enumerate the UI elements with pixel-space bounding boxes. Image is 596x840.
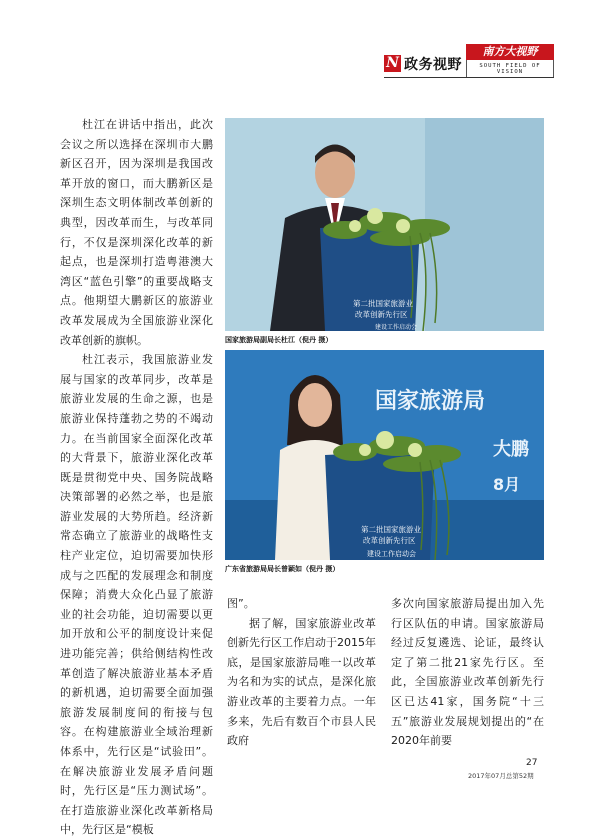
backdrop-text-date: 8月 (493, 475, 521, 494)
podium-text-line2: 改革创新先行区 (363, 536, 416, 545)
paragraph: 杜江表示，我国旅游业发展与国家的改革同步，改革是旅游业发展的生命之源，也是旅游业保持蓬勃之势的不竭动力。在当前国家全面深化改革的大背景下，旅游业深化改革既是贯彻党中央、国务院战略决策部署的必然之举，也是旅游业发展的大势所趋。经济新常态确立了旅游业的战略性支柱产业定位，迫切需要加快形成与之匹配的发展理念和制度保障；消费大众化凸显了旅游业的社会功能，迫切需要以更加开放和公平的制度设计来促进功能完善；供给侧结构性改革创造了解决旅游业基本矛盾的新机遇，迫切需要全面加强旅游发展制度间的衔接与包容。在构建旅游业全域治理新体系中，先行区是“试验田”。在解决旅游业发展矛盾问题时，先行区是“压力测试场”。在打造旅游业深化改革新格局中，先行区是“模板 (60, 353, 213, 837)
brand-subtitle: SOUTH FIELD OF VISION (479, 63, 541, 75)
speaker-photo-1 (225, 118, 544, 331)
header-divider (384, 77, 554, 78)
speaker-photo-2 (225, 350, 544, 560)
backdrop-text-title: 国家旅游局 (375, 389, 486, 414)
podium-text-line1: 第二批国家旅游业 (361, 525, 421, 534)
podium-banner-text: 建设工作启动会 (375, 324, 418, 331)
speaker-photo-2-illustration (225, 350, 544, 560)
paragraph: 图”。 (227, 597, 255, 610)
paragraph: 据了解，国家旅游业改革创新先行区工作启动于2015年底，是国家旅游局唯一以改革为名和为实的试点，是深化旅游业改革的主要着力点。一年多来，先后有数百个市县人民政府 (227, 616, 376, 748)
backdrop-text-location: 大鹏 (493, 439, 529, 460)
paragraph: 杜江在讲话中指出，此次会议之所以选择在深圳市大鹏新区召开，因为深圳是我国改革开放的窗口，而大鹏新区是深圳生态文明体制改革创新的典型，因改革而生，与改革同行，不仅是深圳深化改革的新起点，也是深圳打造粤港澳大湾区“蓝色引擎”的重要战略支点。他期望大鹏新区的旅游业改革发展成为全国旅游业深化改革创新的旗帜。 (60, 118, 213, 347)
podium-text-line2: 改革创新先行区 (355, 310, 408, 319)
podium-banner-text: 建设工作启动会 (367, 550, 416, 558)
photo-caption-2: 广东省旅游局局长曾颖如（倪丹 摄） (225, 565, 340, 573)
article-left-column (60, 115, 213, 840)
page-number: 27 (526, 758, 538, 768)
photo-caption-1: 国家旅游局副局长杜江（倪丹 摄） (225, 336, 333, 344)
issue-info: 2017年07月总第52期 (468, 772, 534, 780)
podium-text-line1: 第二批国家旅游业 (353, 299, 413, 308)
section-title: 政务视野 (404, 57, 462, 73)
magazine-logo-badge: N (384, 55, 401, 72)
article-middle-column (227, 594, 376, 751)
paragraph: 多次向国家旅游局提出加入先行区队伍的申请。国家旅游局经过反复遴选、论证，最终认定了第二批21家先行区。至此，全国旅游业改革创新先行区已达41家，国务院“十三五”旅游业发展规划提出的“在2020年前要 (391, 597, 544, 748)
brand-title: 南方大视野 (466, 44, 554, 60)
speaker-photo-1-illustration (225, 118, 544, 331)
article-right-column (391, 594, 544, 751)
